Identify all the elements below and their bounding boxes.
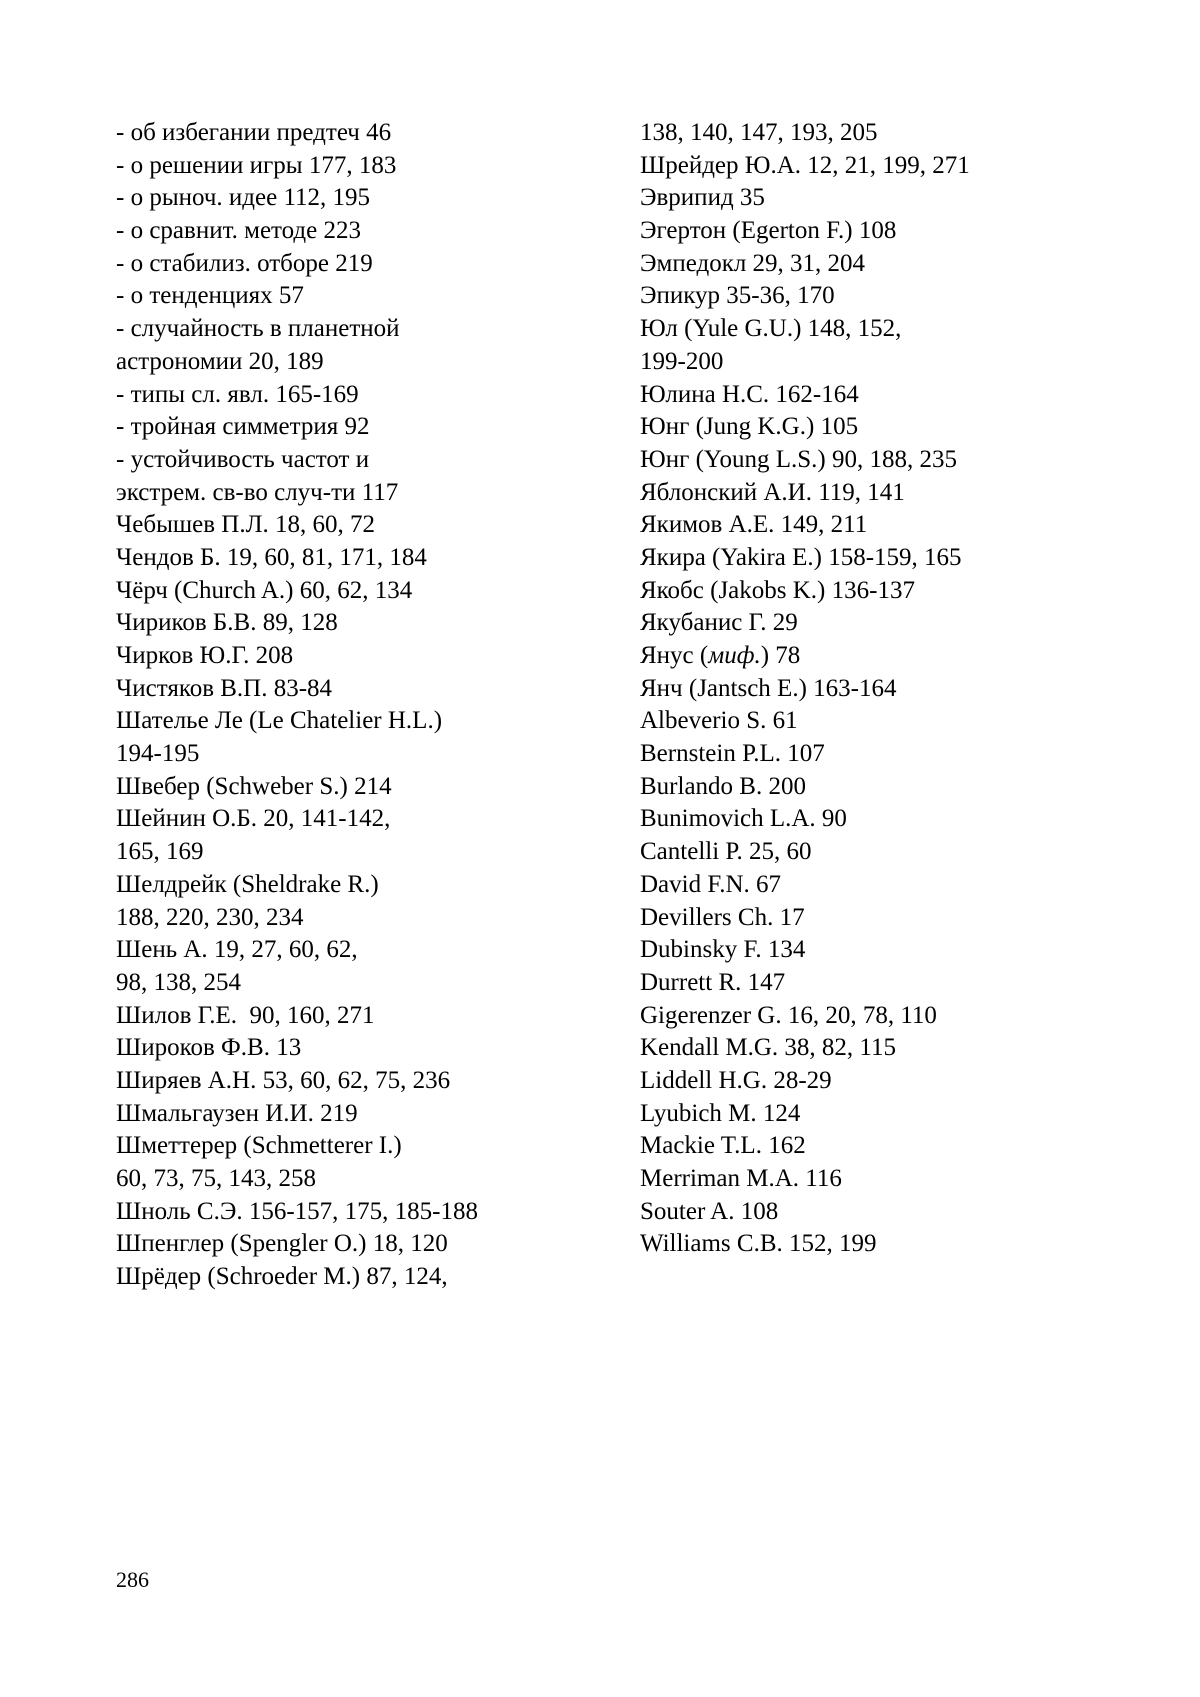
index-entry: - тройная симметрия 92: [116, 413, 370, 441]
index-entry: Юнг (Young L.S.) 90, 188, 235: [640, 445, 957, 473]
index-entry-text: ) 78: [760, 642, 801, 669]
index-entry: - о тенденциях 57: [116, 282, 304, 310]
index-entry: Чириков Б.В. 89, 128: [116, 609, 338, 637]
index-entry: Юлина Н.С. 162-164: [640, 380, 859, 408]
index-entry: Liddell H.G. 28-29: [640, 1066, 832, 1094]
index-entry: астрономии 20, 189: [116, 347, 324, 375]
index-entry: Шателье Ле (Le Chatelier H.L.): [116, 707, 443, 735]
index-entry: Юнг (Jung K.G.) 105: [640, 413, 859, 441]
index-entry: Merriman M.A. 116: [640, 1165, 842, 1192]
page-number: 286: [116, 1567, 149, 1592]
index-entry: Devillers Ch. 17: [640, 903, 805, 931]
index-entry-text: Янус (: [640, 642, 709, 669]
index-entry: - о рыноч. идее 112, 195: [116, 184, 371, 212]
index-entry: Dubinsky F. 134: [640, 936, 806, 964]
index-entry: Якобс (Jakobs K.) 136-137: [640, 576, 915, 604]
index-entry: Чёрч (Church A.) 60, 62, 134: [116, 576, 413, 604]
index-entry: Шпенглер (Spengler O.) 18, 120: [116, 1230, 448, 1258]
index-entry: 199-200: [640, 347, 724, 375]
index-entry: 138, 140, 147, 193, 205: [640, 119, 878, 146]
index-entry: Souter A. 108: [640, 1197, 779, 1225]
index-entry: экстрем. св-во случ-ти 117: [116, 478, 399, 506]
index-entry: Яблонский А.И. 119, 141: [640, 478, 905, 506]
index-entry: Швебер (Schweber S.) 214: [116, 772, 392, 800]
index-entry: Юл (Yule G.U.) 148, 152,: [640, 315, 902, 343]
index-entry: Эмпедокл 29, 31, 204: [640, 249, 866, 277]
index-entry: Durrett R. 147: [640, 968, 786, 996]
index-entry: - об избегании предтеч 46: [116, 119, 392, 146]
index-entry: Lyubich M. 124: [640, 1099, 801, 1127]
index-entry: Чирков Ю.Г. 208: [116, 642, 294, 669]
index-entry: - устойчивость частот и: [116, 445, 370, 473]
index-entry: Шрейдер Ю.А. 12, 21, 199, 271: [640, 151, 970, 179]
index-column-left: [116, 117, 586, 1294]
index-entry: - о стабилиз. отборе 219: [116, 249, 373, 277]
index-entry: Шелдрейк (Sheldrake R.): [116, 870, 379, 898]
index-entry: Gigerenzer G. 16, 20, 78, 110: [640, 1001, 937, 1029]
index-entry: Якубанис Г. 29: [640, 609, 798, 637]
index-entry: Чебышев П.Л. 18, 60, 72: [116, 511, 376, 539]
index-entry: Williams C.B. 152, 199: [640, 1230, 877, 1258]
index-entry: David F.N. 67: [640, 870, 782, 898]
index-entry: - о сравнит. методе 223: [116, 217, 361, 245]
index-entry: Шноль С.Э. 156-157, 175, 185-188: [116, 1197, 478, 1225]
index-entry: Чендов Б. 19, 60, 81, 171, 184: [116, 543, 427, 571]
index-entry: Cantelli P. 25, 60: [640, 838, 812, 866]
index-entry: Эгертон (Egerton F.) 108: [640, 217, 897, 245]
index-entry: Якира (Yakira E.) 158-159, 165: [640, 543, 962, 571]
index-entry-italic-note: миф.: [708, 642, 761, 669]
index-entry: 60, 73, 75, 143, 258: [116, 1165, 316, 1192]
index-entry: 188, 220, 230, 234: [116, 903, 304, 931]
index-entry: 98, 138, 254: [116, 968, 241, 996]
index-entry: Bernstein P.L. 107: [640, 740, 825, 768]
index-entry: Эврипид 35: [640, 184, 765, 212]
index-entry: Burlando B. 200: [640, 772, 806, 800]
index-entry: Mackie T.L. 162: [640, 1132, 806, 1160]
index-entry: - типы сл. явл. 165-169: [116, 380, 359, 408]
index-entry: Ширяев А.Н. 53, 60, 62, 75, 236: [116, 1066, 451, 1094]
index-entry: Шень А. 19, 27, 60, 62,: [116, 936, 358, 964]
index-entry: Эпикур 35-36, 170: [640, 282, 835, 310]
index-entry: Якимов А.Е. 149, 211: [640, 511, 868, 539]
index-entry: - случайность в планетной: [116, 315, 400, 343]
index-entry: Широков Ф.В. 13: [116, 1034, 302, 1062]
index-entry: 165, 169: [116, 838, 204, 866]
index-entry: Янч (Jantsch E.) 163-164: [640, 674, 897, 702]
index-column-right: [640, 117, 1110, 1261]
index-entry: Albeverio S. 61: [640, 707, 798, 735]
index-entry: Шрёдер (Schroeder M.) 87, 124,: [116, 1263, 448, 1291]
index-entry: 194-195: [116, 740, 200, 768]
index-entry: Чистяков В.П. 83-84: [116, 674, 333, 702]
index-entry: Шмальгаузен И.И. 219: [116, 1099, 358, 1127]
index-entry: - о решении игры 177, 183: [116, 151, 397, 179]
index-entry: Шилов Г.Е. 90, 160, 271: [116, 1001, 375, 1029]
index-entry: Kendall M.G. 38, 82, 115: [640, 1034, 896, 1062]
index-entry: [640, 640, 1110, 673]
index-entry: Шейнин О.Б. 20, 141-142,: [116, 805, 391, 833]
index-entry: Bunimovich L.A. 90: [640, 805, 847, 833]
index-entry: Шметтерер (Schmetterer I.): [116, 1132, 402, 1160]
